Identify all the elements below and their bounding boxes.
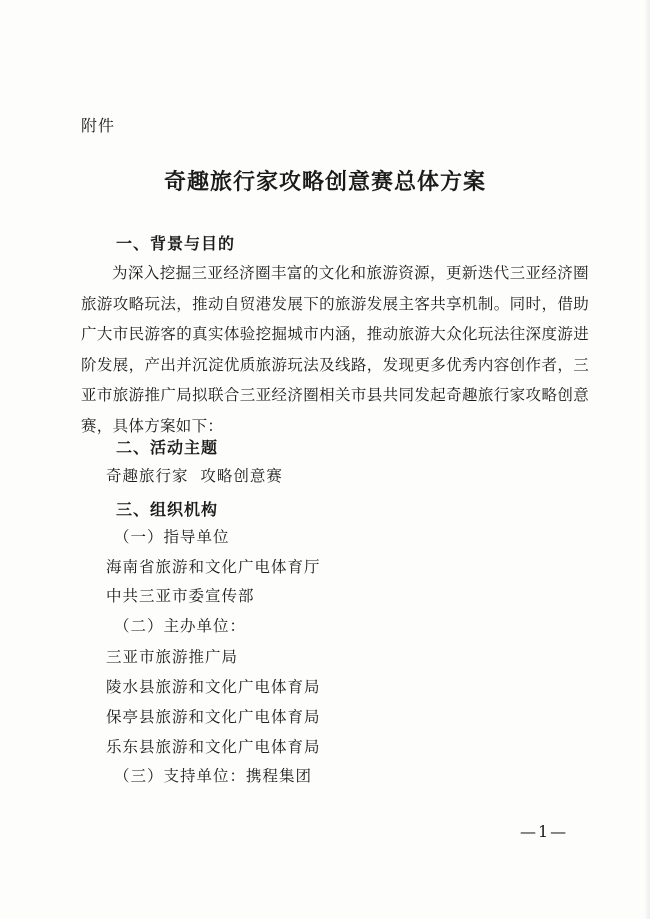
guidance-unit: 中共三亚市委宣传部 xyxy=(106,587,255,605)
host-unit: 保亭县旅游和文化广电体育局 xyxy=(106,708,321,726)
host-unit: 陵水县旅游和文化广电体育局 xyxy=(106,678,321,696)
section-heading-background: 一、背景与目的 xyxy=(116,234,236,253)
section-heading-organization: 三、组织机构 xyxy=(116,500,219,519)
host-label: （二）主办单位： xyxy=(114,617,247,635)
page-number: —1— xyxy=(520,822,569,841)
page-edge-shadow xyxy=(644,0,650,919)
attachment-label: 附件 xyxy=(81,116,116,135)
host-unit: 乐东县旅游和文化广电体育局 xyxy=(106,738,321,756)
theme-text: 奇趣旅行家 攻略创意赛 xyxy=(106,467,283,485)
document-title: 奇趣旅行家攻略创意赛总体方案 xyxy=(163,169,486,195)
guidance-label: （一）指导单位 xyxy=(114,528,230,546)
support-label: （三）支持单位：携程集团 xyxy=(114,767,313,785)
guidance-unit: 海南省旅游和文化广电体育厅 xyxy=(106,558,321,576)
background-paragraph: 为深入挖掘三亚经济圈丰富的文化和旅游资源，更新迭代三亚经济圈旅游攻略玩法，推动自贸港发展下的旅游发展主客共享机制。同时，借助广大市民游客的真实体验挖掘城市内涵，推动旅游大众化玩法往深度游进阶发展，产出并沉淀优质旅游玩法及线路，发现更多优秀内容创作者，三亚市旅游推广局拟联合三亚经济圈相关市县共同发起奇趣旅行家攻略创意赛，具体方案如下： xyxy=(81,264,589,435)
section-heading-theme: 二、活动主题 xyxy=(116,438,219,457)
host-unit: 三亚市旅游推广局 xyxy=(106,648,239,666)
